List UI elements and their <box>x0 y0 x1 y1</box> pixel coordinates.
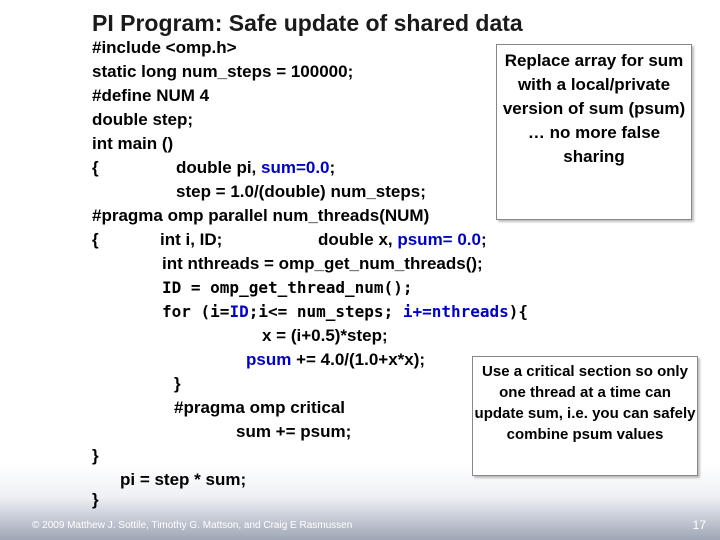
code-text: += 4.0/(1.0+x*x); <box>291 350 426 369</box>
code-highlight: psum= 0.0 <box>397 230 481 249</box>
callout-box <box>496 44 692 220</box>
code-line: #define NUM 4 <box>92 86 210 105</box>
code-highlight: ID <box>229 302 249 321</box>
code-line: int i, ID; <box>160 230 223 249</box>
callout-box <box>472 356 698 476</box>
slide-title: PI Program: Safe update of shared data <box>92 10 523 36</box>
code-line: x = (i+0.5)*step; <box>262 326 388 345</box>
code-highlight: psum <box>246 350 292 369</box>
code-text: ; <box>329 158 336 177</box>
code-line <box>176 158 335 178</box>
code-line: } <box>92 490 99 509</box>
code-line: { <box>92 230 99 249</box>
code-line: } <box>92 446 99 465</box>
code-text: ; <box>480 230 487 249</box>
code-line: #pragma omp critical <box>174 398 346 417</box>
code-line <box>318 230 487 250</box>
code-line: static long num_steps = 100000; <box>92 62 354 81</box>
code-line: int nthreads = omp_get_num_threads(); <box>162 254 483 273</box>
code-text: ;i<= num_steps; <box>248 302 403 321</box>
footer-copyright: © 2009 Matthew J. Sottile, Timothy G. Mattson, and Craig E Rasmussen <box>32 520 353 531</box>
code-line: } <box>174 374 181 393</box>
code-line: int main () <box>92 134 174 153</box>
code-line <box>162 302 528 321</box>
code-text: double x, <box>318 230 398 249</box>
code-line: sum += psum; <box>236 422 352 441</box>
code-line: { <box>92 158 99 177</box>
code-highlight: i+=nthreads <box>402 302 509 321</box>
code-line: ID = omp_get_thread_num(); <box>162 278 413 297</box>
code-line <box>246 350 425 370</box>
code-text: ){ <box>508 302 529 321</box>
code-line: double step; <box>92 110 194 129</box>
code-line: #include <omp.h> <box>92 38 237 57</box>
callout-text: Use a critical section so only one thread at a time can update sum, i.e. you can safely combine psum values <box>474 363 696 443</box>
code-line: #pragma omp parallel num_threads(NUM) <box>92 206 430 225</box>
code-line: step = 1.0/(double) num_steps; <box>176 182 426 201</box>
code-text: double pi, <box>176 158 261 177</box>
page-number: 17 <box>692 518 706 532</box>
code-highlight: sum=0.0 <box>261 158 330 177</box>
code-text: for (i= <box>162 302 230 321</box>
code-line: pi = step * sum; <box>120 470 247 489</box>
callout-text: Replace array for sum with a local/private version of sum (psum) … no more false sharing <box>502 51 686 166</box>
